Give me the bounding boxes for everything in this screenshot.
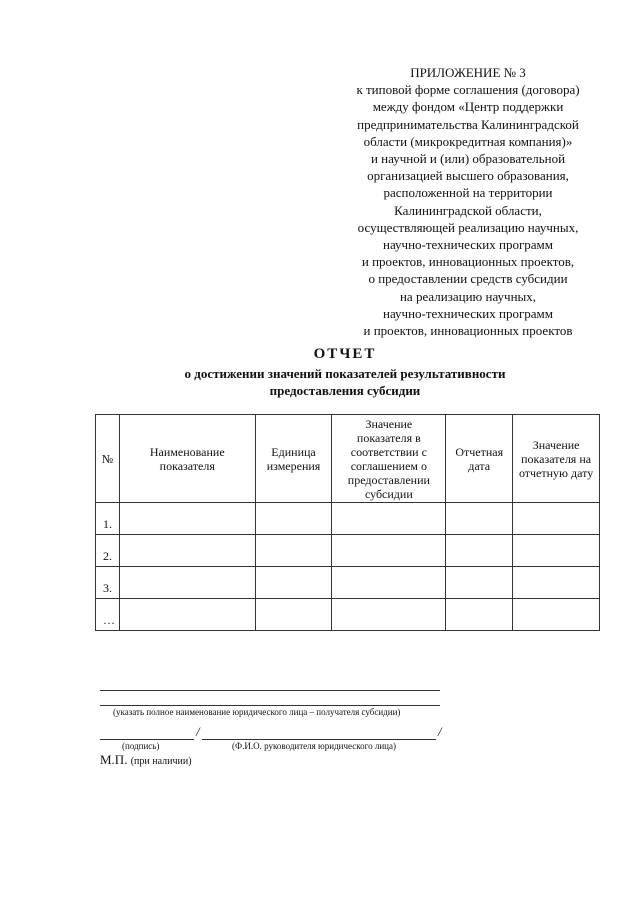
table-cell[interactable] (446, 567, 513, 599)
report-subtitle-line: о достижении значений показателей результативности (184, 366, 506, 381)
stamp-note: (при наличии) (130, 756, 192, 767)
table-cell[interactable] (255, 503, 332, 535)
appendix-line: научно-технических программ (382, 305, 554, 321)
signature-caption: (подпись) (122, 741, 160, 751)
table-cell[interactable] (332, 599, 446, 631)
appendix-line: осуществляющей реализацию научных, (357, 219, 579, 235)
table-cell[interactable] (332, 567, 446, 599)
table-cell[interactable] (119, 503, 255, 535)
table-cell[interactable] (332, 535, 446, 567)
appendix-line: предпринимательства Калининградской (357, 116, 579, 132)
table-row (96, 567, 600, 599)
header-indicator-name: Наименование показателя (119, 415, 255, 503)
org-name-line[interactable] (100, 690, 440, 691)
header-actual-value: Значение показателя на отчетную дату (513, 415, 600, 503)
row-number: … (96, 599, 120, 631)
table-cell[interactable] (446, 535, 513, 567)
appendix-line: и проектов, инновационных проектов (363, 323, 573, 339)
appendix-header (330, 64, 606, 339)
header-report-date: Отчетная дата (446, 415, 513, 503)
table-row (96, 503, 600, 535)
header-number: № (96, 415, 120, 503)
report-subtitle-line: предоставления субсидии (269, 383, 421, 398)
header-unit: Единица измерения (255, 415, 332, 503)
appendix-line: научно-технических программ (382, 237, 554, 253)
appendix-line: на реализацию научных, (399, 288, 537, 304)
appendix-line: ПРИЛОЖЕНИЕ № 3 (410, 65, 526, 80)
table-cell[interactable] (446, 599, 513, 631)
org-name-line[interactable] (100, 705, 440, 706)
table-cell[interactable] (513, 535, 600, 567)
table-cell[interactable] (255, 599, 332, 631)
table-cell[interactable] (513, 503, 600, 535)
fio-line[interactable] (202, 739, 436, 740)
table-cell[interactable] (446, 503, 513, 535)
indicators-table (95, 414, 600, 631)
fio-caption: (Ф.И.О. руководителя юридического лица) (232, 741, 396, 751)
row-number: 3. (96, 567, 120, 599)
header-agreement-value: Значение показателя в соответствии с соглашением о предоставлении субсидии (332, 415, 446, 503)
appendix-line: Калининградской области, (394, 202, 542, 218)
report-subtitle (60, 365, 630, 399)
appendix-line: области (микрокредитная компания)» (363, 133, 573, 149)
table-row (96, 599, 600, 631)
signature-line[interactable] (100, 739, 194, 740)
stamp-place (100, 752, 192, 768)
table-cell[interactable] (255, 567, 332, 599)
appendix-line: о предоставлении средств субсидии (368, 271, 568, 287)
table-cell[interactable] (332, 503, 446, 535)
stamp-label: М.П. (100, 752, 128, 767)
table-cell[interactable] (119, 567, 255, 599)
table-cell[interactable] (513, 567, 600, 599)
slash-separator: / (438, 724, 442, 739)
appendix-line: между фондом «Центр поддержки (372, 99, 564, 115)
table-header-row (96, 415, 600, 503)
appendix-line: и научной и (или) образовательной (370, 151, 566, 167)
slash-separator: / (196, 724, 200, 739)
appendix-line: расположенной на территории (383, 185, 553, 201)
table-cell[interactable] (119, 599, 255, 631)
row-number: 2. (96, 535, 120, 567)
appendix-line: и проектов, инновационных проектов, (361, 254, 575, 270)
row-number: 1. (96, 503, 120, 535)
appendix-line: к типовой форме соглашения (договора) (356, 82, 580, 98)
table-row (96, 535, 600, 567)
table-cell[interactable] (255, 535, 332, 567)
appendix-line: организацией высшего образования, (367, 168, 569, 184)
table-cell[interactable] (119, 535, 255, 567)
org-name-caption: (указать полное наименование юридического лица – получателя субсидии) (113, 707, 401, 717)
table-cell[interactable] (513, 599, 600, 631)
report-title: ОТЧЕТ (313, 346, 377, 362)
